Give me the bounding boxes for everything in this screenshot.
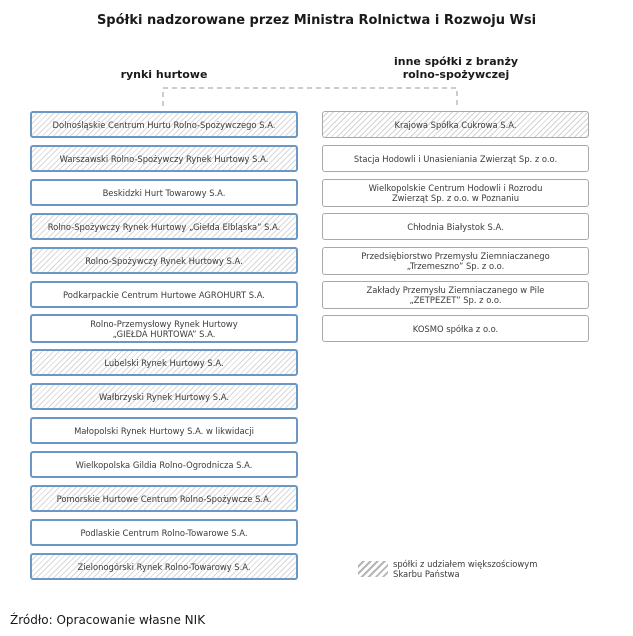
legend-text [393, 559, 537, 579]
company-box [322, 111, 589, 138]
company-name-line1: Zakłady Przemysłu Ziemniaczanego w Pile [366, 285, 545, 295]
company-box [30, 179, 298, 206]
company-name-line1: Przedsiębiorstwo Przemysłu Ziemniaczanego [361, 251, 550, 261]
company-name: KOSMO spółka z o.o. [412, 323, 499, 334]
company-name-line2: „Trzemeszno” Sp. z o.o. [406, 261, 505, 271]
company-box [30, 111, 298, 138]
company-box [30, 349, 298, 376]
company-box [322, 315, 589, 342]
company-box [30, 247, 298, 274]
hatch-pattern-swatch [358, 561, 388, 577]
diagram-title: Spółki nadzorowane przez Ministra Rolnictwa i Rozwoju Wsi [96, 13, 537, 28]
legend-line1: spółki z udziałem większościowym [393, 559, 538, 569]
company-box [30, 213, 298, 240]
company-box [30, 281, 298, 308]
legend-line2: Skarbu Państwa [393, 569, 460, 579]
company-name-line1: Wielkopolskie Centrum Hodowli i Rozrodu [368, 183, 543, 193]
company-name-line2: „GIEŁDA HURTOWA” S.A. [112, 328, 216, 339]
company-box [322, 145, 589, 172]
company-name: Wałbrzyski Rynek Hurtowy S.A. [98, 391, 229, 402]
right-heading-line2: rolno-spożywczej [402, 68, 510, 81]
company-box [322, 179, 589, 207]
company-box [30, 145, 298, 172]
company-box [30, 485, 298, 512]
company-name [367, 285, 545, 305]
company-name-line2: „ZETPEZET” Sp. z o.o. [409, 295, 502, 305]
company-name: Dolnośląskie Centrum Hurtu Rolno-Spożywczego S.A. [52, 119, 276, 130]
connector-line [163, 88, 457, 106]
company-box [30, 383, 298, 410]
company-box [30, 314, 298, 343]
company-name: Warszawski Rolno-Spożywczy Rynek Hurtowy S.A. [59, 153, 269, 164]
company-name: Rolno-Spożywczy Rynek Hurtowy „Giełda Elbląska” S.A. [47, 221, 281, 232]
company-name: Wielkopolska Gildia Rolno-Ogrodnicza S.A. [75, 459, 253, 470]
company-box [30, 451, 298, 478]
company-box [322, 281, 589, 309]
company-name: Zielonogórski Rynek Rolno-Towarowy S.A. [77, 561, 251, 572]
company-name: Rolno-Spożywczy Rynek Hurtowy S.A. [85, 255, 243, 266]
left-column-heading: rynki hurtowe [120, 68, 208, 81]
company-name-line1: Rolno-Przemysłowy Rynek Hurtowy [90, 318, 238, 329]
dashed-connector [0, 0, 633, 120]
company-box [30, 553, 298, 580]
source-note: Źródło: Opracowanie własne NIK [10, 613, 206, 627]
company-box [30, 519, 298, 546]
company-name: Beskidzki Hurt Towarowy S.A. [102, 187, 226, 198]
company-box [30, 417, 298, 444]
company-name: Lubelski Rynek Hurtowy S.A. [104, 357, 224, 368]
company-name: Podkarpackie Centrum Hurtowe AGROHURT S.A. [63, 289, 265, 300]
company-name: Podlaskie Centrum Rolno-Towarowe S.A. [80, 527, 248, 538]
company-box [322, 213, 589, 240]
legend [358, 559, 537, 579]
company-box [322, 247, 589, 275]
company-name [90, 319, 237, 339]
company-name: Pomorskie Hurtowe Centrum Rolno-Spożywcze S.A. [56, 493, 272, 504]
company-name [369, 183, 543, 203]
company-name-line2: Zwierząt Sp. z o.o. w Poznaniu [391, 193, 520, 203]
company-name: Małopolski Rynek Hurtowy S.A. w likwidacji [74, 425, 254, 436]
company-name: Krajowa Spółka Cukrowa S.A. [394, 119, 517, 130]
company-name: Stacja Hodowli i Unasieniania Zwierząt Sp. z o.o. [353, 153, 558, 164]
company-name [361, 251, 549, 271]
company-name: Chłodnia Białystok S.A. [407, 221, 504, 232]
right-heading-line1: inne spółki z branży [393, 55, 519, 68]
